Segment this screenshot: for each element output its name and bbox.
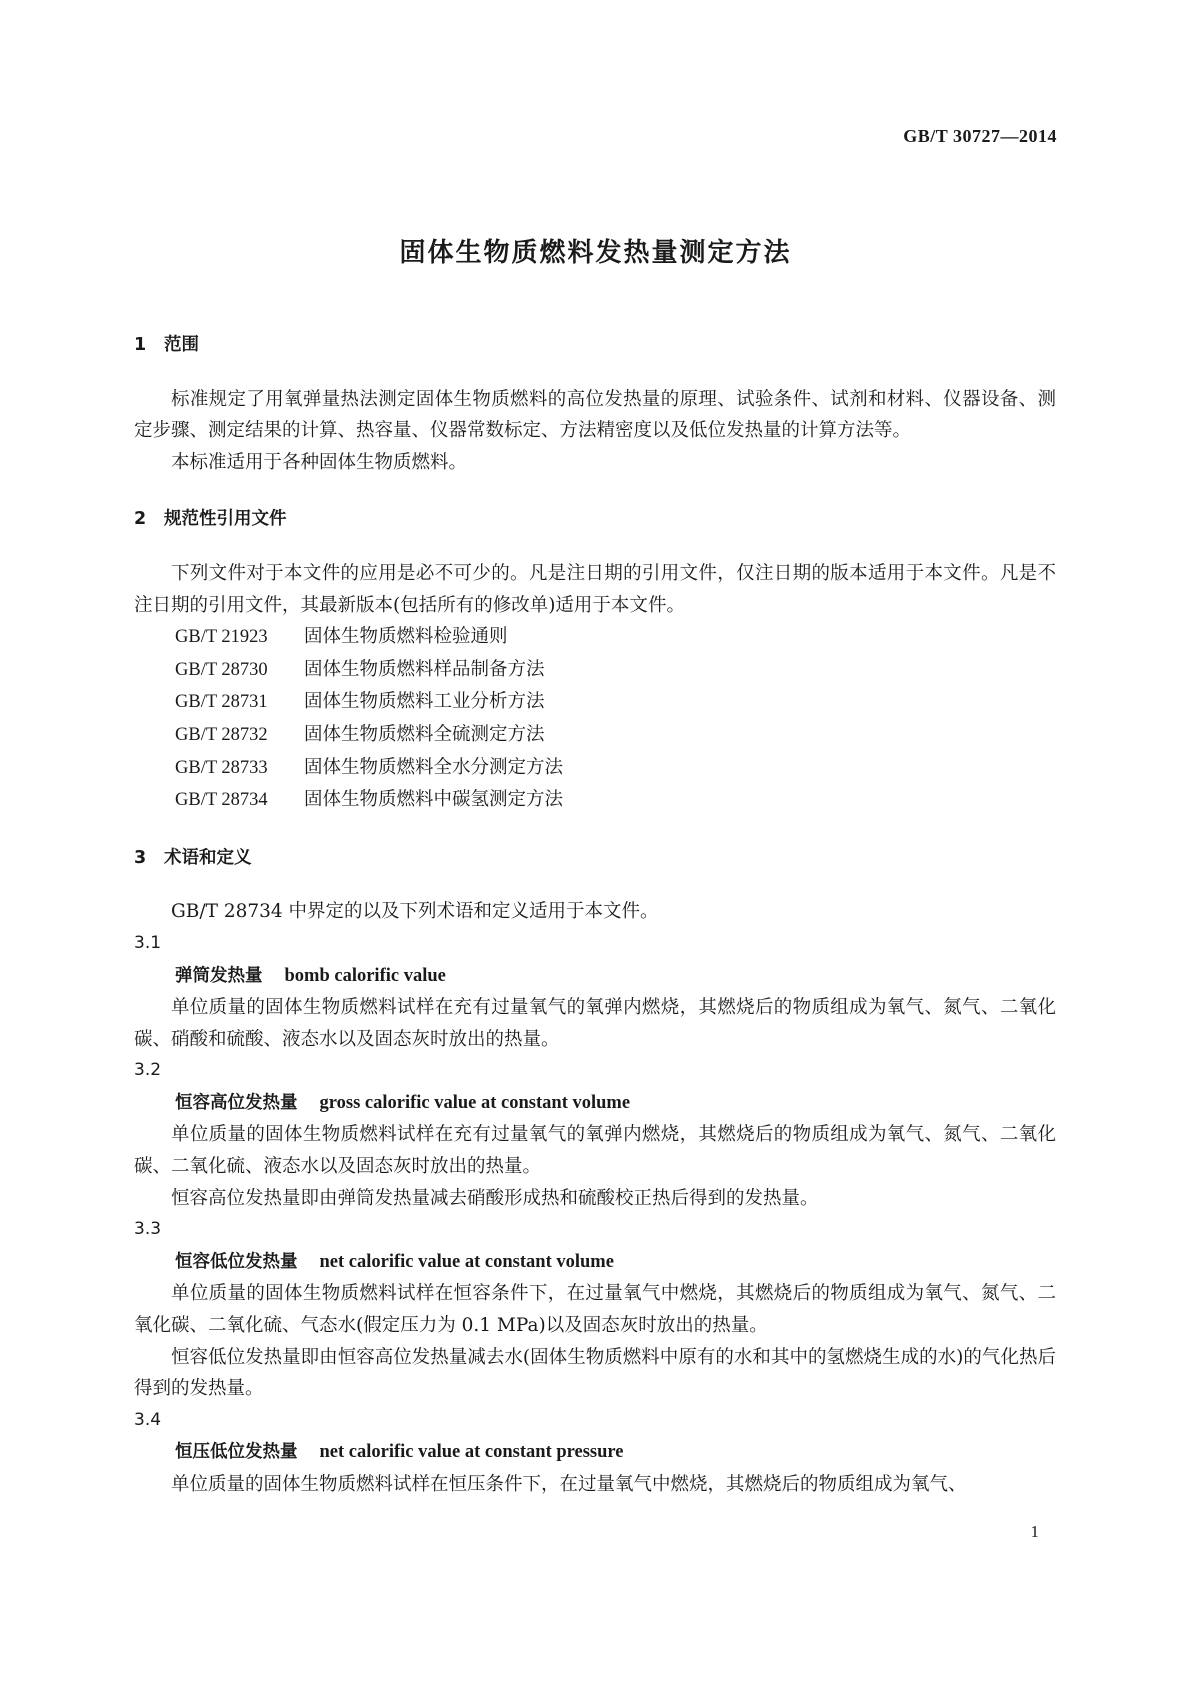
term-name-zh: 恒容低位发热量 <box>175 1251 298 1272</box>
reference-code: GB/T 28734 <box>175 790 268 811</box>
term-name-en: net calorific value at constant pressure <box>319 1442 624 1463</box>
term-number: 3.3 <box>134 1219 162 1240</box>
term-name <box>134 1087 1056 1120</box>
reference-item <box>134 752 1056 785</box>
reference-title: 固体生物质燃料工业分析方法 <box>304 691 545 713</box>
term-note: 恒容高位发热量即由弹筒发热量减去硝酸形成热和硫酸校正热后得到的发热量。 <box>171 1187 819 1209</box>
reference-code: GB/T 28733 <box>175 757 268 778</box>
reference-code: GB/T 21923 <box>175 627 268 648</box>
section-heading-references <box>134 504 1056 536</box>
term-definition: 单位质量的固体生物质燃料试样在恒压条件下，在过量氧气中燃烧，其燃烧后的物质组成为氧气、 <box>171 1474 967 1495</box>
reference-item <box>134 784 1056 817</box>
section-title: 术语和定义 <box>164 847 252 868</box>
section-number: 1 <box>134 335 147 355</box>
term-name <box>134 1246 1056 1279</box>
term-definition: 单位质量的固体生物质燃料试样在充有过量氧气的氧弹内燃烧，其燃烧后的物质组成为氧气、氮气、二氧化碳、硝酸和硫酸、液态水以及固态灰时放出的热量。 <box>134 997 1056 1050</box>
section-number: 2 <box>134 509 147 530</box>
reference-title: 固体生物质燃料全水分测定方法 <box>304 756 564 778</box>
term-definition: 单位质量的固体生物质燃料试样在充有过量氧气的氧弹内燃烧，其燃烧后的物质组成为氧气、氮气、二氧化碳、二氧化硫、液态水以及固态灰时放出的热量。 <box>134 1124 1056 1178</box>
reference-title: 固体生物质燃料检验通则 <box>304 626 508 648</box>
document-title: 固体生物质燃料发热量测定方法 <box>399 238 792 268</box>
reference-code: GB/T 28731 <box>175 692 268 713</box>
term-name-en: net calorific value at constant volume <box>319 1251 614 1272</box>
reference-title: 固体生物质燃料全硫测定方法 <box>304 723 545 745</box>
page-number: 1 <box>1030 1522 1039 1541</box>
reference-item <box>134 719 1056 752</box>
paragraph: 标准规定了用氧弹量热法测定固体生物质燃料的高位发热量的原理、试验条件、试剂和材料、仪器设备、测定步骤、测定结果的计算、热容量、仪器常数标定、方法精密度以及低位发热量的计算方法等。 <box>134 388 1056 442</box>
term-number: 3.1 <box>134 932 162 953</box>
reference-code: GB/T 28732 <box>175 724 268 745</box>
reference-code: GB/T 28730 <box>175 659 268 680</box>
term-definition: 单位质量的固体生物质燃料试样在恒容条件下，在过量氧气中燃烧，其燃烧后的物质组成为氧气、氮气、二氧化碳、二氧化硫、气态水(假定压力为 0.1 MPa)以及固态灰时放出的热量。 <box>134 1283 1056 1337</box>
term-name-zh: 弹筒发热量 <box>175 965 263 986</box>
reference-item <box>134 621 1056 654</box>
section-number: 3 <box>134 847 147 868</box>
term-name <box>134 1436 1056 1469</box>
reference-list <box>134 621 1056 817</box>
term-number: 3.2 <box>134 1060 162 1081</box>
section-heading-scope <box>134 330 1056 362</box>
standard-number: GB/T 30727—2014 <box>903 126 1057 146</box>
term-note: 恒容低位发热量即由恒容高位发热量减去水(固体生物质燃料中原有的水和其中的氢燃烧生成的水)的气化热后得到的发热量。 <box>134 1346 1056 1400</box>
paragraph: GB/T 28734 中界定的以及下列术语和定义适用于本文件。 <box>171 901 659 923</box>
paragraph: 本标准适用于各种固体生物质燃料。 <box>171 451 468 473</box>
term-name-zh: 恒容高位发热量 <box>175 1092 298 1113</box>
reference-title: 固体生物质燃料中碳氢测定方法 <box>304 789 564 811</box>
term-name-en: gross calorific value at constant volume <box>319 1092 631 1113</box>
section-title: 范围 <box>164 335 199 355</box>
term-name-zh: 恒压低位发热量 <box>175 1442 298 1463</box>
section-title: 规范性引用文件 <box>164 509 287 530</box>
reference-item <box>134 654 1056 687</box>
document-body <box>134 330 1056 1501</box>
term-name <box>134 960 1056 993</box>
reference-item <box>134 686 1056 719</box>
term-number: 3.4 <box>134 1409 162 1430</box>
paragraph: 下列文件对于本文件的应用是必不可少的。凡是注日期的引用文件，仅注日期的版本适用于本文件。凡是不注日期的引用文件，其最新版本(包括所有的修改单)适用于本文件。 <box>134 562 1056 616</box>
reference-title: 固体生物质燃料样品制备方法 <box>304 658 545 680</box>
term-name-en: bomb calorific value <box>284 965 446 986</box>
section-heading-terms <box>134 843 1056 875</box>
